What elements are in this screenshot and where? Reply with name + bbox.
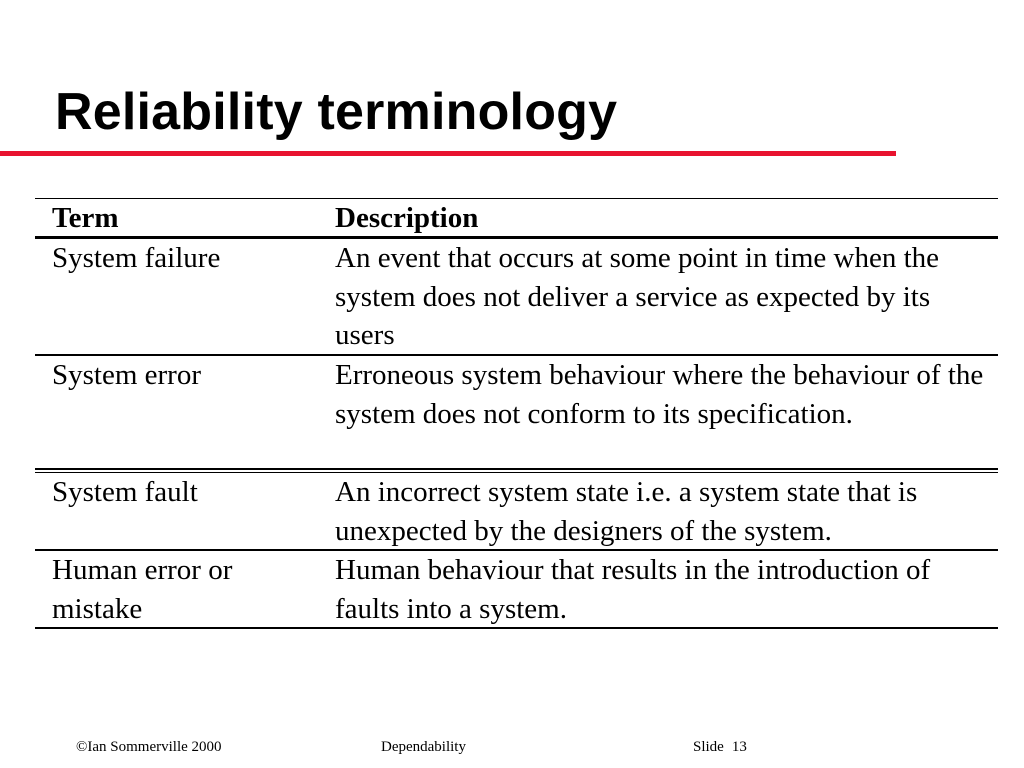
term-cell: System failure — [52, 242, 221, 274]
description-cell: An incorrect system state i.e. a system state that is unexpected by the designers of the system. — [335, 476, 918, 547]
term-cell: Human error or mistake — [52, 554, 233, 625]
title-underline — [0, 151, 896, 156]
slide-label: Slide — [693, 739, 724, 755]
table-row — [35, 356, 998, 470]
footer-copyright: ©Ian Sommerville 2000 — [76, 739, 222, 755]
term-cell: System error — [52, 359, 201, 391]
table-row — [35, 239, 998, 356]
header-term: Term — [52, 202, 119, 234]
description-cell: An event that occurs at some point in time when the system does not deliver a service as expected by its users — [335, 242, 940, 351]
terminology-table — [35, 198, 998, 629]
table-row — [35, 551, 998, 629]
footer-slide-number — [693, 738, 747, 756]
footer-topic: Dependability — [381, 739, 466, 755]
description-cell: Human behaviour that results in the introduction of faults into a system. — [335, 554, 931, 625]
slide-number: 13 — [731, 739, 747, 755]
slide-title: Reliability terminology — [55, 83, 618, 141]
header-description: Description — [335, 202, 479, 234]
table-header-row — [35, 198, 998, 239]
description-cell: Erroneous system behaviour where the behaviour of the system does not conform to its specification. — [335, 359, 984, 430]
table-row — [35, 472, 998, 551]
term-cell: System fault — [52, 476, 198, 508]
